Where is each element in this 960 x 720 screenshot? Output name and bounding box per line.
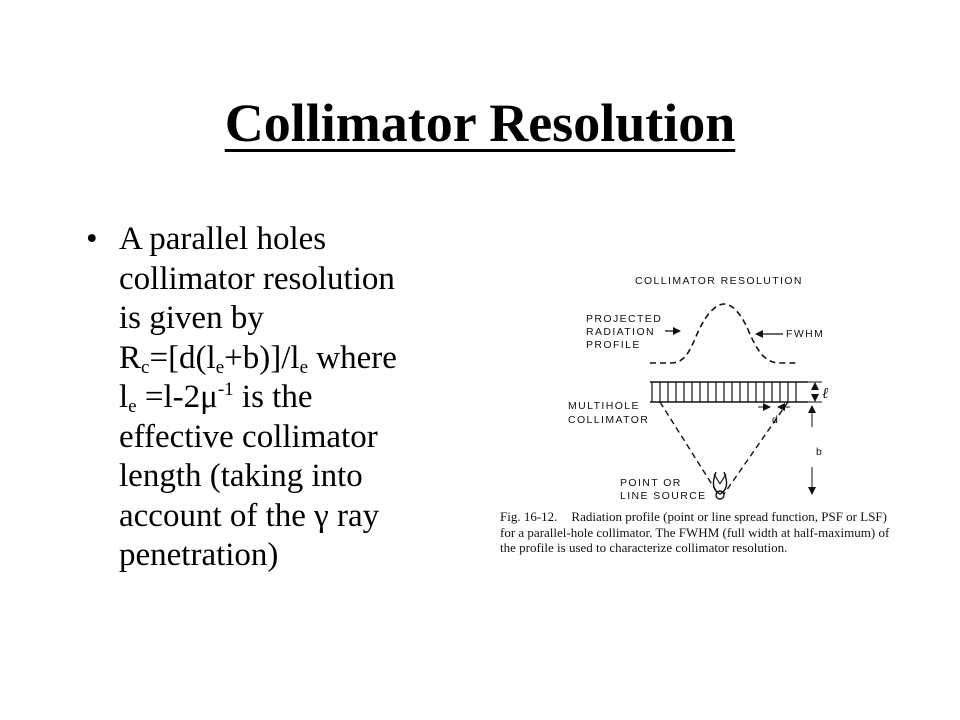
collimator-figure — [490, 262, 910, 582]
label-projected: PROJECTED — [586, 313, 663, 325]
formula-r: R — [119, 339, 142, 376]
formula-line — [119, 339, 454, 379]
bullet-line-6: effective collimator — [119, 418, 378, 455]
label-b: b — [816, 446, 824, 458]
collimator-diagram — [490, 262, 910, 507]
label-point-or: POINT OR — [620, 477, 682, 489]
bullet-line-1: A parallel holes — [119, 221, 327, 257]
length-l: l — [119, 379, 129, 415]
formula-sub-e-1: e — [215, 356, 225, 378]
bullet-line-3: is given by — [119, 300, 264, 336]
label-profile: PROFILE — [586, 339, 641, 351]
length-sup: -1 — [217, 379, 234, 400]
formula-sub-e-2: e — [299, 356, 309, 378]
length-formula-line — [119, 378, 454, 418]
label-collimator: COLLIMATOR — [568, 414, 650, 426]
label-d: d — [772, 414, 780, 426]
label-l: ℓ — [822, 386, 829, 402]
formula-sub-c: c — [141, 356, 150, 378]
label-fwhm: FWHM — [786, 328, 825, 340]
bullet-line-7: length (taking into — [119, 458, 363, 494]
caption-text: Radiation profile (point or line spread function, PSF or LSF) for a parallel-hole collimator. The FWHM (full width at half-maximum) of the profile is used to characterize collimator resolution. — [500, 509, 890, 555]
length-sub-e: e — [128, 396, 137, 417]
length-tail: is the — [233, 379, 313, 415]
bullet-text — [119, 220, 454, 576]
bullet-line-9: penetration) — [119, 537, 279, 573]
label-line-source: LINE SOURCE — [620, 490, 707, 502]
bullet-marker: • — [86, 221, 98, 257]
formula-part-1: =[d(l — [149, 339, 216, 376]
label-multihole: MULTIHOLE — [568, 400, 640, 412]
bullet-line-2: collimator resolution — [119, 260, 395, 297]
slide-title: Collimator Resolution — [224, 93, 736, 153]
formula-where: where — [308, 339, 397, 376]
formula-part-2: +b)]/l — [224, 339, 300, 376]
collimator-septa — [652, 382, 796, 402]
diagram-title: COLLIMATOR RESOLUTION — [635, 275, 803, 287]
point-source — [713, 472, 726, 499]
label-radiation-text: RADIATION — [586, 326, 655, 338]
bullet-line-8: account of the γ ray — [119, 497, 380, 534]
length-expr: =l-2μ — [136, 379, 218, 415]
caption-figure-number: Fig. 16-12. — [500, 509, 558, 524]
figure-caption — [500, 509, 900, 556]
